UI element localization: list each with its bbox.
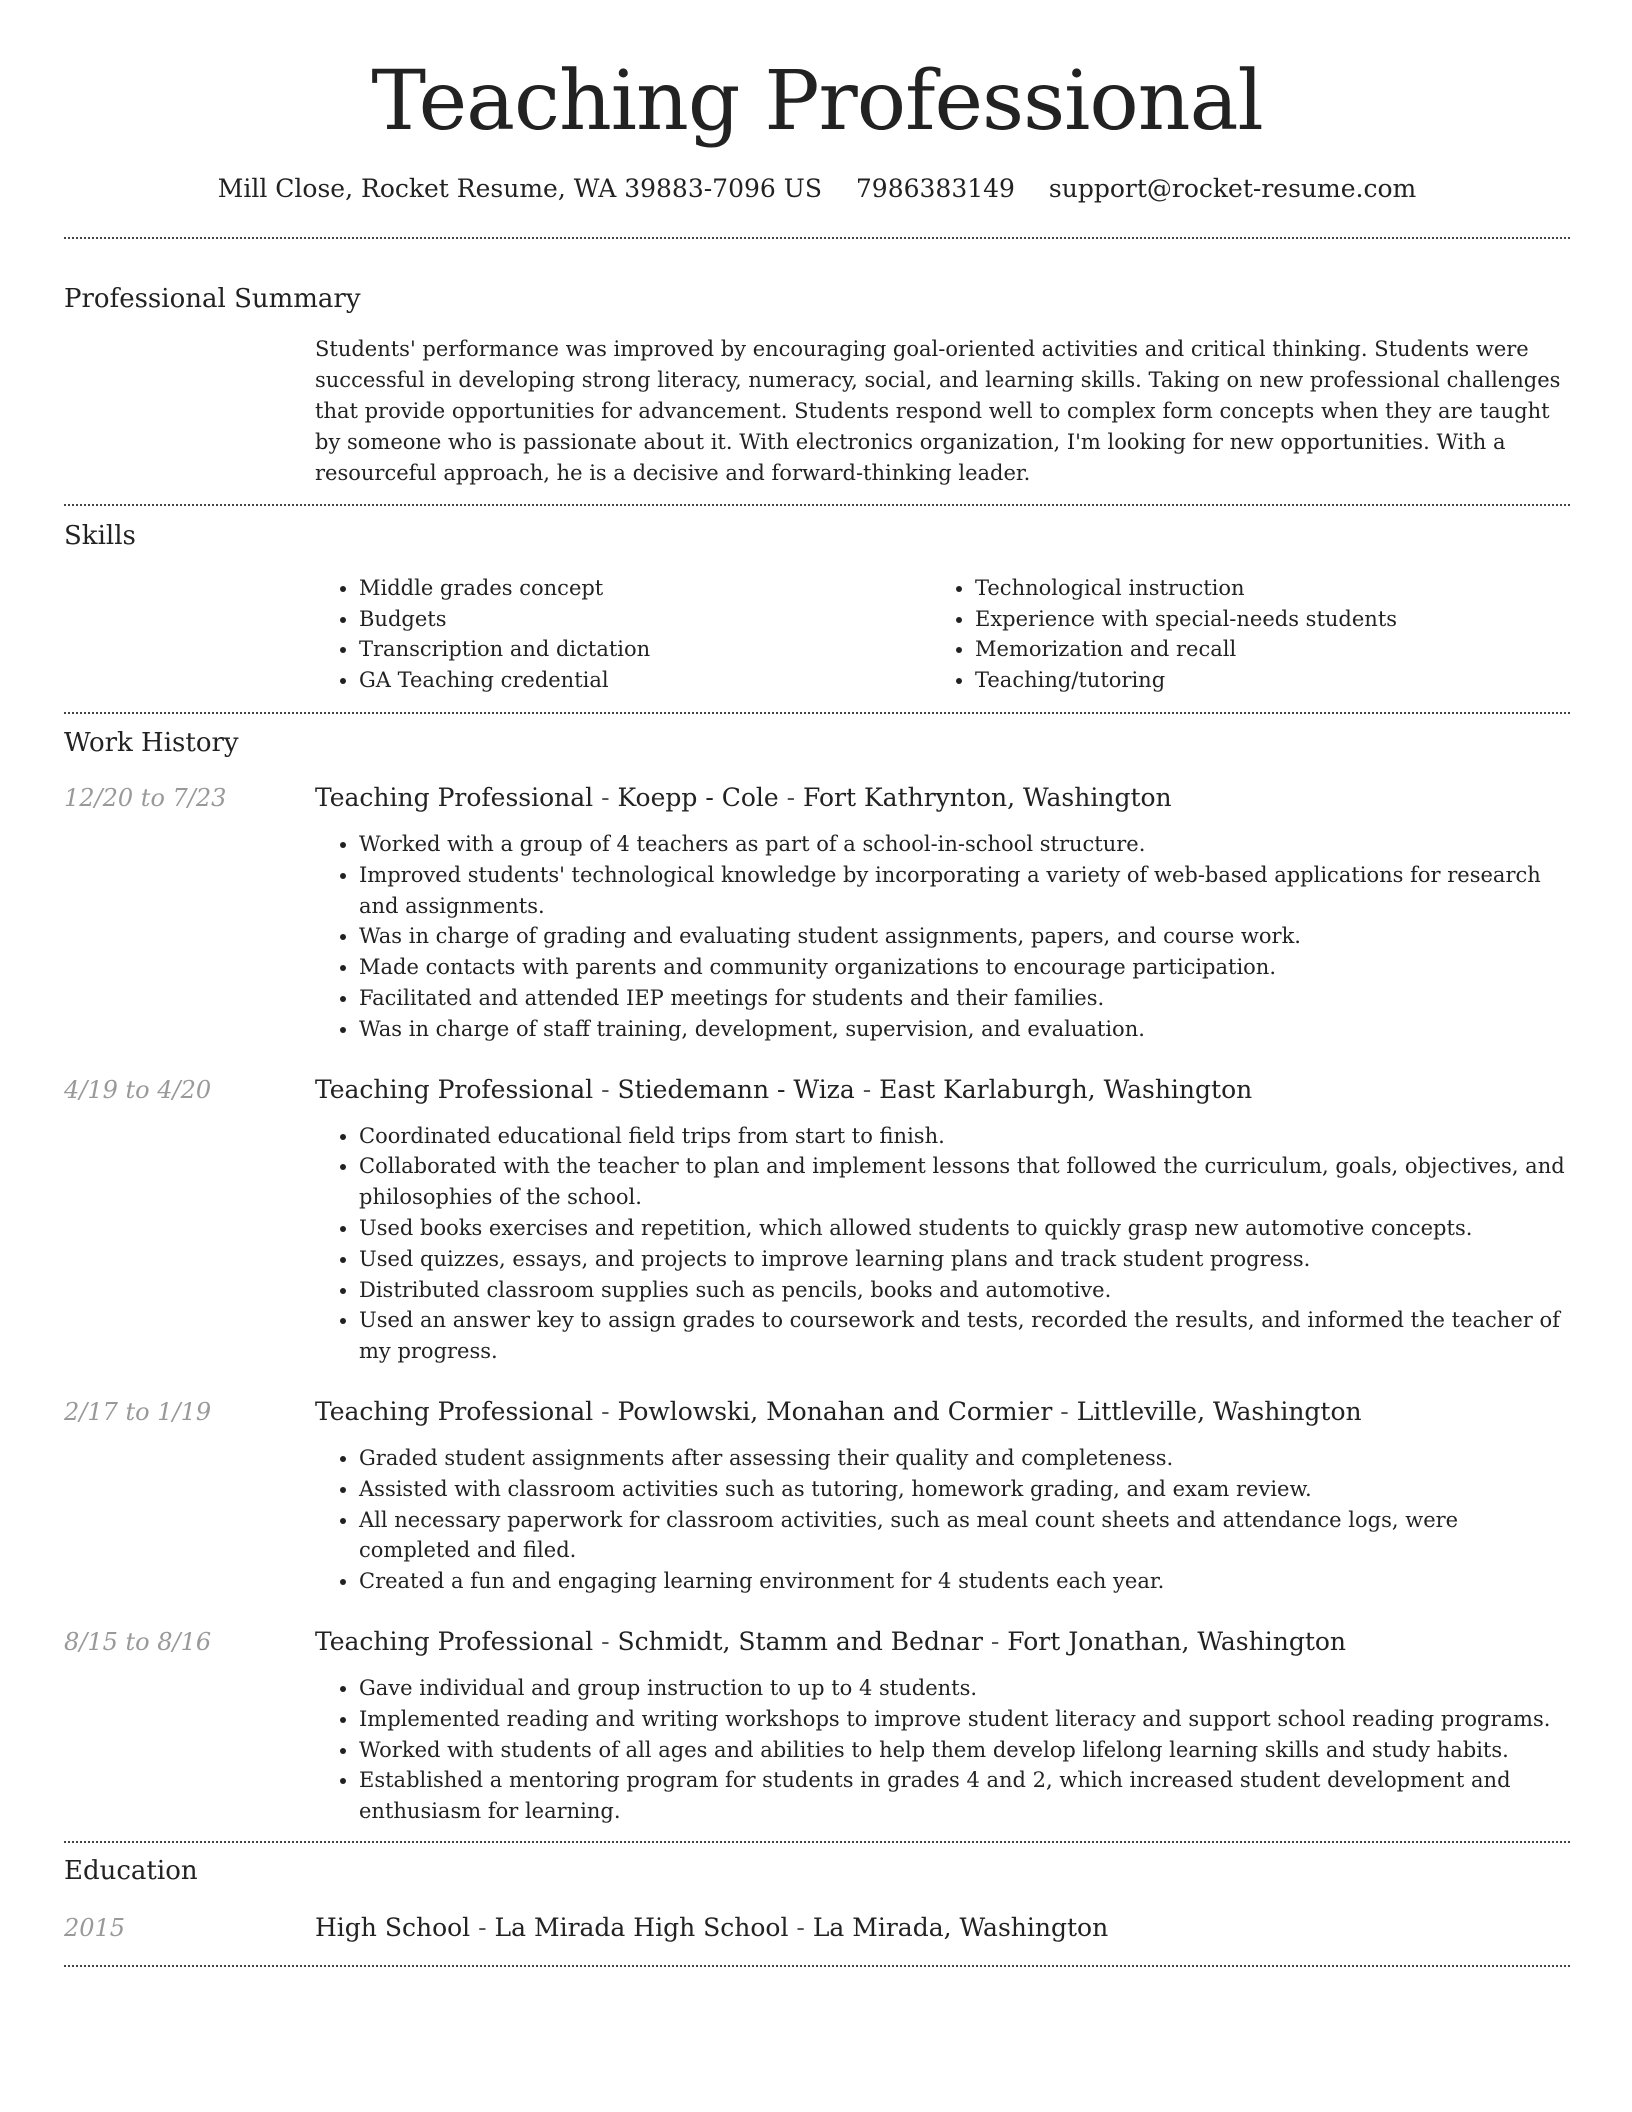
job-date: 12/20 to 7/23 [64,784,227,812]
job-title: Teaching Professional - Schmidt, Stamm and Bednar - Fort Jonathan, Washington [315,1626,1347,1656]
job-bullet: • Implemented reading and writing workshops to improve student literacy and support school reading programs. [359,1704,1570,1735]
job-location: Fort Kathrynton, Washington [803,783,1172,812]
skills-column-right [931,573,1547,695]
job-bullet: • Created a fun and engaging learning environment for 4 students each year. [359,1566,1570,1597]
job-bullet: • Improved students' technological knowledge by incorporating a variety of web-based applications for research and assignments. [359,860,1570,922]
job-bullets [315,1443,1570,1597]
job-bullet: • Worked with students of all ages and abilities to help them develop lifelong learning skills and study habits. [359,1735,1570,1766]
contact-line [64,172,1570,206]
job-role: Teaching Professional [315,783,594,812]
skill-item: • Memorization and recall [975,634,1547,665]
job-role: Teaching Professional [315,1626,594,1656]
job-bullet: • Used quizzes, essays, and projects to improve learning plans and track student progress. [359,1244,1570,1275]
job-bullet: • Coordinated educational field trips from start to finish. [359,1121,1570,1152]
skill-item: • Teaching/tutoring [975,665,1547,696]
skill-item: • Experience with special-needs students [975,604,1547,635]
job-entry [64,782,1570,1045]
job-bullet: • Was in charge of staff training, development, supervision, and evaluation. [359,1014,1570,1045]
job-bullets [315,1673,1570,1827]
education-location: La Mirada, Washington [812,1912,1109,1942]
summary-heading: Professional Summary [64,284,361,314]
skill-item: • GA Teaching credential [359,665,931,696]
education-heading: Education [64,1855,198,1886]
job-company: Koepp - Cole [617,783,779,812]
job-role: Teaching Professional [315,1074,594,1104]
job-location: Fort Jonathan, Washington [1007,1626,1347,1656]
job-entry [64,1074,1570,1367]
work-heading: Work History [64,728,239,758]
skills-list [315,573,1570,695]
job-bullet: • Used an answer key to assign grades to coursework and tests, recorded the results, and informed the teacher of my progress. [359,1305,1570,1367]
education-title: High School - La Mirada High School - La Mirada, Washington [315,1912,1109,1942]
summary-section [64,239,1570,489]
job-bullet: • Facilitated and attended IEP meetings for students and their families. [359,983,1570,1014]
job-bullet: • Graded student assignments after assessing their quality and completeness. [359,1443,1570,1474]
skill-item: • Transcription and dictation [359,634,931,665]
job-bullets [315,1121,1570,1367]
skills-heading: Skills [64,521,136,551]
job-entry [64,1626,1570,1827]
job-bullet: • Established a mentoring program for students in grades 4 and 2, which increased student development and enthusiasm for learning. [359,1765,1570,1827]
job-role: Teaching Professional [315,1396,594,1426]
skill-item: • Budgets [359,604,931,635]
job-bullet: • Worked with a group of 4 teachers as part of a school-in-school structure. [359,829,1570,860]
job-company: Powlowski, Monahan and Cormier [617,1396,1053,1426]
job-bullet: • Was in charge of grading and evaluating student assignments, papers, and course work. [359,921,1570,952]
job-date: 2/17 to 1/19 [64,1397,212,1426]
job-bullet: • Assisted with classroom activities such as tutoring, homework grading, and exam review. [359,1474,1570,1505]
education-school: La Mirada High School [494,1912,789,1942]
job-company: Schmidt, Stamm and Bednar [617,1626,983,1656]
job-bullet: • Gave individual and group instruction to up to 4 students. [359,1673,1570,1704]
job-bullet: • Made contacts with parents and community organizations to encourage participation. [359,952,1570,983]
education-date: 2015 [64,1913,126,1942]
education-degree: High School [315,1912,471,1942]
job-bullets [315,829,1570,1045]
job-title: Teaching Professional - Powlowski, Monahan and Cormier - Littleville, Washington [315,1396,1362,1426]
job-bullet: • Collaborated with the teacher to plan and implement lessons that followed the curriculum, goals, objectives, and philosophies of the school. [359,1151,1570,1213]
contact-address: Mill Close, Rocket Resume, WA 39883-7096 US [217,174,822,203]
skills-section [64,506,1570,695]
job-bullet: • All necessary paperwork for classroom activities, such as meal count sheets and attendance logs, were completed and filed. [359,1505,1570,1567]
job-bullet: • Distributed classroom supplies such as pencils, books and automotive. [359,1275,1570,1306]
education-entry [64,1912,1570,1944]
job-title: Teaching Professional - Koepp - Cole - Fort Kathrynton, Washington [315,783,1172,812]
divider [64,1965,1570,1967]
job-title: Teaching Professional - Stiedemann - Wiza - East Karlaburgh, Washington [315,1074,1253,1104]
skill-item: • Technological instruction [975,573,1547,604]
contact-phone: 7986383149 [855,174,1015,203]
skills-column-left [315,573,931,695]
contact-email: support@rocket-resume.com [1048,174,1417,203]
job-date: 8/15 to 8/16 [64,1627,212,1656]
skill-item: • Middle grades concept [359,573,931,604]
summary-text: Students' performance was improved by encouraging goal-oriented activities and critical thinking. Students were successful in developing strong literacy, numeracy, social, and learning skills. Taking on new professional challenges that provide opportunities for advancement. Students respond well to complex form concepts when they are taught by someone who is passionate about it. With electronics organization, I'm looking for new opportunities. With a resourceful approach, he is a decisive and forward-thinking leader. [315,337,1561,485]
resume-name: Teaching Professional [371,54,1263,149]
work-section [64,714,1570,1827]
job-bullet: • Used books exercises and repetition, which allowed students to quickly grasp new automotive concepts. [359,1213,1570,1244]
job-company: Stiedemann - Wiza [617,1074,855,1104]
education-section [64,1843,1570,1944]
job-date: 4/19 to 4/20 [64,1075,212,1104]
job-location: Littleville, Washington [1076,1396,1362,1426]
resume-page [64,0,1570,1967]
job-location: East Karlaburgh, Washington [879,1074,1253,1104]
job-entry [64,1396,1570,1597]
